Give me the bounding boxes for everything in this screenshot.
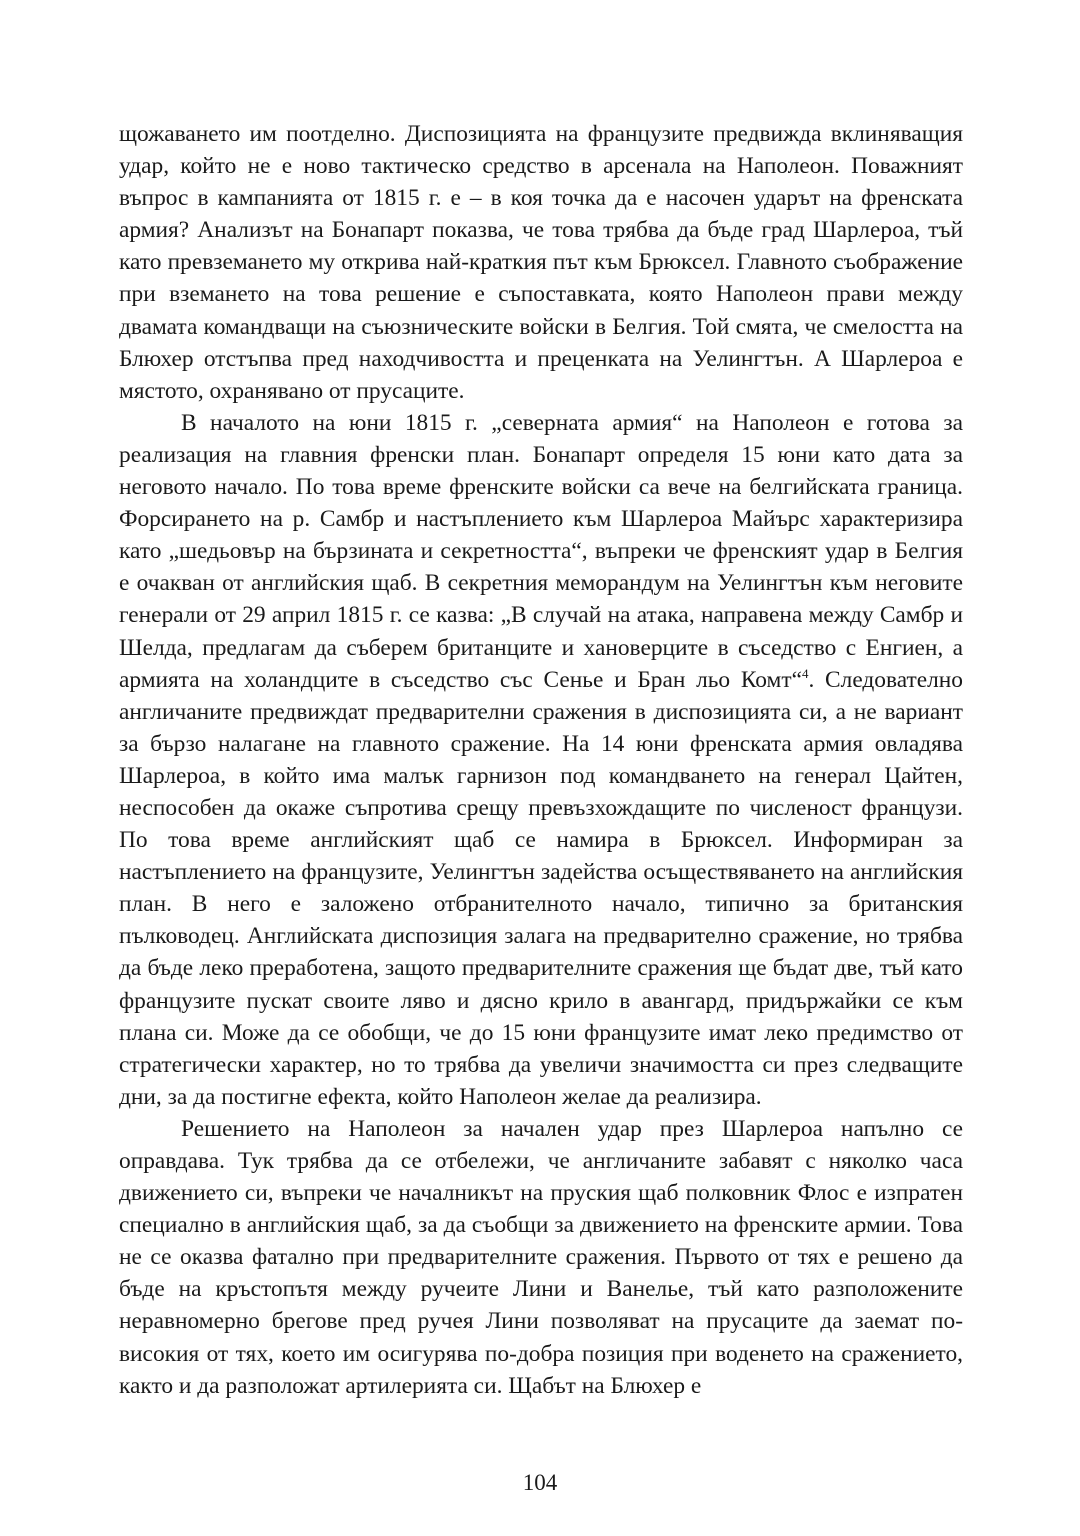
paragraph-continued: щожаването им поотделно. Диспозицията на французите предвижда вклиняващия удар, който не е ново тактическо средство в арсенала на Наполеон. Поважният въпрос в кампанията от 1815 г. е – в коя точка да е насочен ударът на френската армия? Анализът на Бонапарт показва, че това трябва да бъде град Шарлероа, тъй като превземането му открива най-краткия път към Брюксел. Главното съображение при вземането на това решение е съпоставката, която Наполеон прави между двамата командващи на съюзническите войски в Белгия. Той смята, че смелостта на Блюхер отстъпва пред находчивостта и преценката на Уелингтън. А Шарлероа е мястото, охранявано от прусаците. xyxy=(119,121,963,404)
paragraph-june-1815 xyxy=(119,407,963,1113)
paragraph-text-after-footnote: . Следователно англичаните предвиждат предварителни сражения в диспозицията си, а не вариант за бързо налагане на главното сражение. На 14 юни френската армия овладява Шарлероа, в който има малък гарнизон под командването на генерал Цайтен, неспособен да окаже съпротива срещу превъзхождащите по численост французи. По това време английският щаб се намира в Брюксел. Информиран за настъплението на французите, Уелингтън задейства осъществяването на английския план. В него е заложено отбранителното начало, типично за британския пълководец. Английската диспозиция залага на предварително сражение, но трябва да бъде леко преработена, защото предварителните сражения ще бъдат две, тъй като французите пускат своите ляво и дясно крило в авангард, придържайки се към плана си. Може да се обобщи, че до 15 юни французите имат леко предимство от стратегически характер, но то трябва да увеличи значимостта си през следващите дни, за да постигне ефекта, който Наполеон желае да реализира. xyxy=(119,666,963,1110)
page-number: 104 xyxy=(522,1470,558,1495)
paragraph-napoleon-decision: Решението на Наполеон за начален удар през Шарлероа напълно се оправдава. Тук трябва да се отбележи, че англичаните забавят с няколко часа движението си, въпреки че началникът на пруския щаб полковник Флос е изпратен специално в английския щаб, за да съобщи за движението на френските армии. Това не се оказва фатално при предварителните сражения. Първото от тях е решено да бъде на кръстопътя между ручеите Лини и Ванелье, тъй като разположените неравномерно брегове пред ручея Лини позволяват на прусаците да заемат по-високия от тях, което им осигурява по-добра позиция при воденето на сражението, както и да разположат артилерията си. Щабът на Блюхер е xyxy=(119,1115,963,1399)
paragraph-text-before-footnote: В началото на юни 1815 г. „северната армия“ на Наполеон е готова за реализация на главния френски план. Бонапарт определя 15 юни като дата за неговото начало. По това време френските войски са вече на белгийската граница. Форсирането на р. Самбр и настъплението към Шарлероа Майърс характеризира като „шедьовър на бързината и секретността“, въпреки че френският удар в Белгия е очакван от английския щаб. В секретния меморандум на Уелингтън към неговите генерали от 29 април 1815 г. се казва: „В случай на атака, направена между Самбр и Шелда, предлагам да съберем британците и хановерците в съседство с Енгиен, а армията на холандците в съседство със Сенье и Бран льо Комт“ xyxy=(119,409,963,693)
body-text xyxy=(119,118,963,1402)
footnote-reference[interactable]: 4 xyxy=(801,665,809,681)
